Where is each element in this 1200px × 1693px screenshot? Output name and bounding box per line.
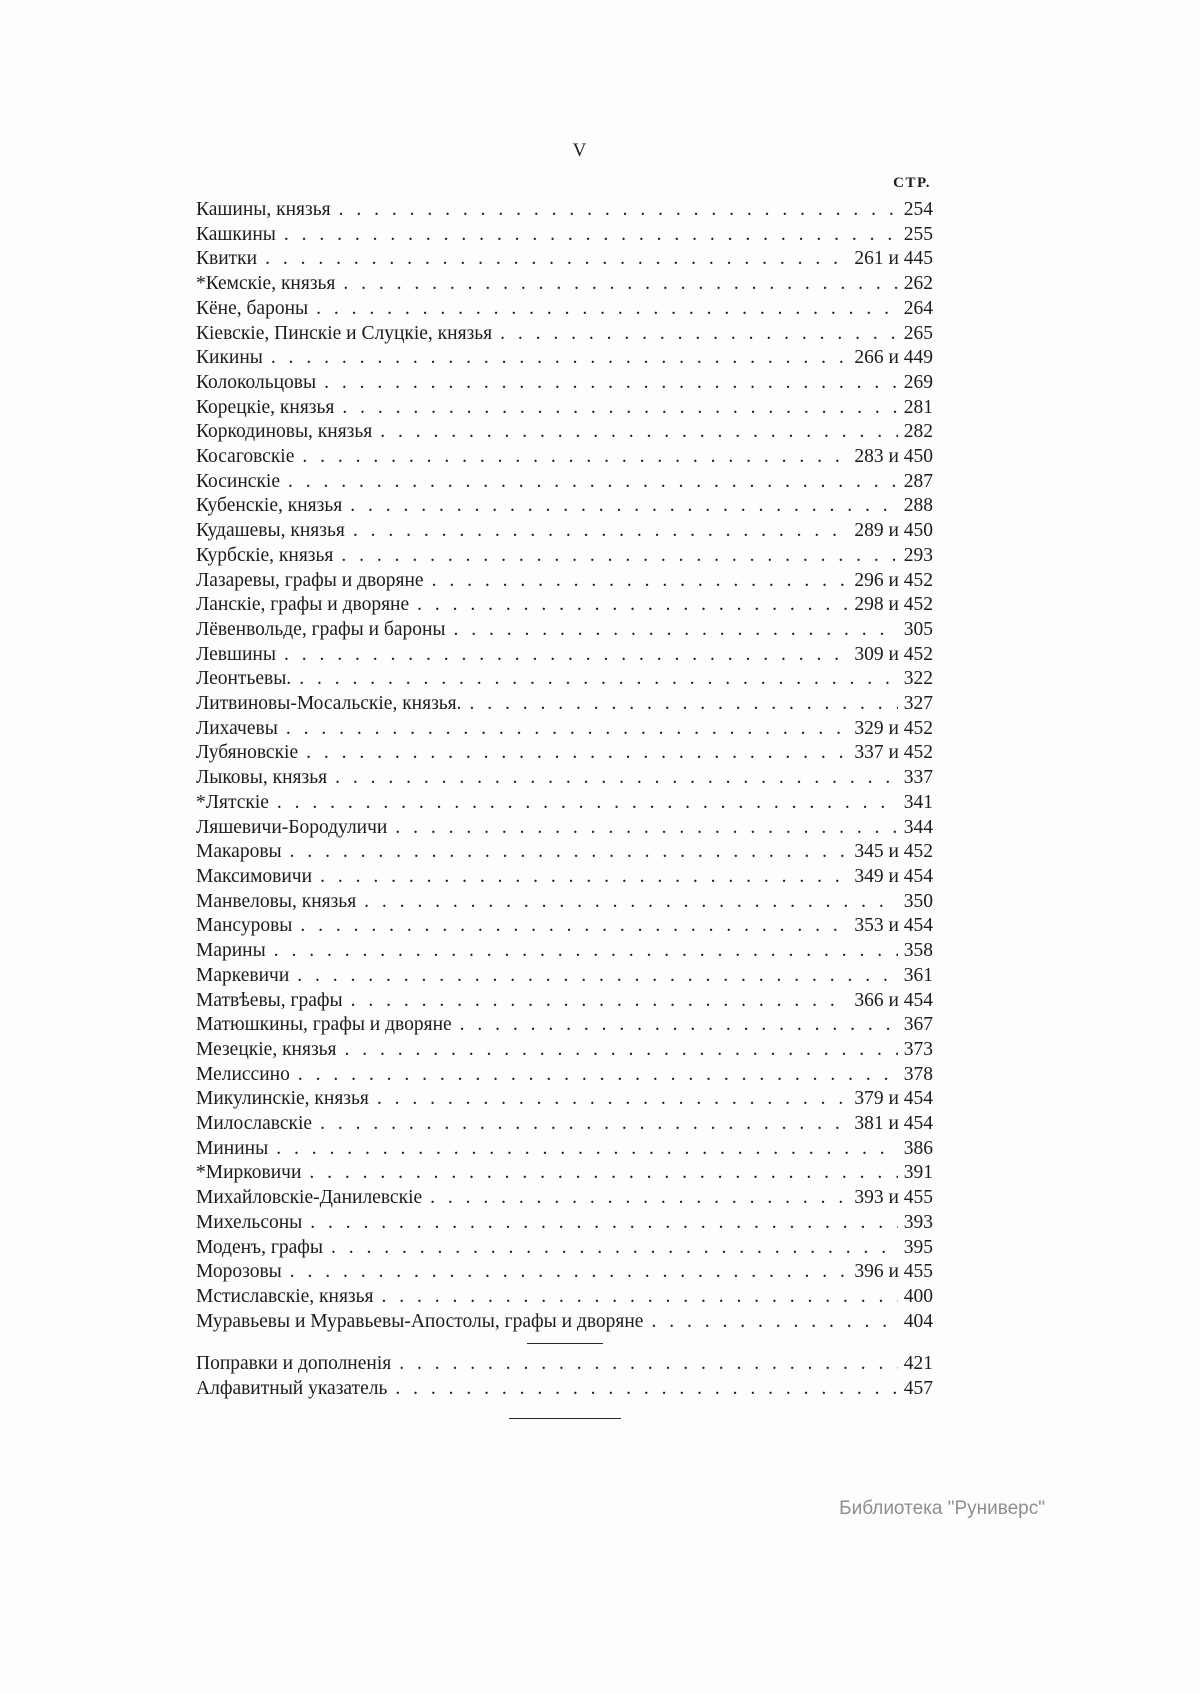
entry-name: Микулинскіе, князья bbox=[196, 1088, 369, 1110]
entry-page: 305 bbox=[903, 618, 933, 640]
entry-name: Муравьевы и Муравьевы-Апостолы, графы и дворяне bbox=[196, 1310, 644, 1332]
toc-entry bbox=[196, 890, 933, 915]
dot-leader bbox=[284, 643, 848, 668]
entry-name: Косаговскіе bbox=[196, 446, 295, 468]
entry-page: 265 bbox=[903, 322, 933, 344]
dot-leader bbox=[302, 445, 848, 470]
toc-entry bbox=[196, 1310, 933, 1335]
dot-leader bbox=[454, 618, 898, 643]
entry-name: *Лятскіе bbox=[196, 791, 269, 813]
dot-leader bbox=[299, 667, 898, 692]
dot-leader bbox=[500, 322, 898, 347]
toc-entry bbox=[196, 1063, 933, 1088]
dot-leader bbox=[288, 470, 898, 495]
entry-page: 327 bbox=[903, 693, 933, 715]
entry-page: 381 и 454 bbox=[854, 1113, 933, 1135]
entry-name: Маркевичи bbox=[196, 964, 290, 986]
entry-page: 404 bbox=[903, 1310, 933, 1332]
toc-entry bbox=[196, 1260, 933, 1285]
entry-page: 255 bbox=[903, 223, 933, 245]
entry-page: 345 и 452 bbox=[854, 841, 933, 863]
dot-leader bbox=[353, 519, 849, 544]
entry-name: Лёвенвольде, графы и бароны bbox=[196, 618, 446, 640]
toc-entry bbox=[196, 766, 933, 791]
dot-leader bbox=[276, 1137, 898, 1162]
dot-leader bbox=[284, 223, 898, 248]
dot-leader bbox=[470, 692, 898, 717]
dot-leader bbox=[341, 544, 897, 569]
entry-name: Ляшевичи-Бородуличи bbox=[196, 816, 388, 838]
entry-name: Милославскіе bbox=[196, 1113, 313, 1135]
dot-leader bbox=[364, 890, 898, 915]
toc-entry bbox=[196, 1161, 933, 1186]
entry-name: Мезецкіе, князья bbox=[196, 1038, 337, 1060]
toc-entry bbox=[196, 544, 933, 569]
dot-leader bbox=[265, 247, 848, 272]
toc-entry bbox=[196, 445, 933, 470]
entry-name: Кашины, князья bbox=[196, 199, 331, 220]
entry-page: 296 и 452 bbox=[854, 569, 933, 591]
toc-entry bbox=[196, 297, 933, 322]
entry-page: 309 и 452 bbox=[854, 643, 933, 665]
entry-page: 393 bbox=[903, 1211, 933, 1233]
entry-name: Лубяновскіе bbox=[196, 742, 299, 764]
entry-name: Максимовичи bbox=[196, 865, 313, 887]
entry-name: Морозовы bbox=[196, 1261, 282, 1283]
toc-entry bbox=[196, 1137, 933, 1162]
entry-name: Алфавитный указатель bbox=[196, 1378, 388, 1400]
entry-name: Матвѣевы, графы bbox=[196, 989, 343, 1011]
toc-entry bbox=[196, 1285, 933, 1310]
entry-name: Колокольцовы bbox=[196, 371, 317, 393]
dot-leader bbox=[309, 1161, 897, 1186]
entry-page: 298 и 452 bbox=[854, 594, 933, 616]
toc-entry bbox=[196, 272, 933, 297]
toc-entry bbox=[196, 840, 933, 865]
dot-leader bbox=[351, 989, 849, 1014]
toc-list bbox=[196, 198, 933, 1334]
entry-name: Лыковы, князья bbox=[196, 767, 328, 789]
table-of-contents bbox=[196, 175, 933, 1419]
dot-leader bbox=[460, 1013, 898, 1038]
entry-page: 379 и 454 bbox=[854, 1088, 933, 1110]
library-watermark: Библиотека "Руниверс" bbox=[839, 1498, 1045, 1519]
entry-page: 391 bbox=[903, 1162, 933, 1184]
toc-entry bbox=[196, 667, 933, 692]
dot-leader bbox=[277, 791, 898, 816]
entry-page: 261 и 445 bbox=[854, 248, 933, 270]
entry-page: 288 bbox=[903, 495, 933, 517]
section-divider bbox=[527, 1343, 603, 1344]
entry-name: Мансуровы bbox=[196, 915, 293, 937]
entry-page: 344 bbox=[903, 816, 933, 838]
toc-entry bbox=[196, 396, 933, 421]
toc-entry bbox=[196, 1112, 933, 1137]
entry-name: Матюшкины, графы и дворяне bbox=[196, 1014, 452, 1036]
entry-page: 373 bbox=[903, 1038, 933, 1060]
dot-leader bbox=[417, 593, 848, 618]
toc-entry bbox=[196, 816, 933, 841]
dot-leader bbox=[335, 766, 898, 791]
entry-page: 400 bbox=[903, 1285, 933, 1307]
entry-name: Леонтьевы. bbox=[196, 668, 292, 690]
dot-leader bbox=[345, 1038, 898, 1063]
entry-name: Квитки bbox=[196, 248, 258, 270]
entry-name: Косинскіе bbox=[196, 470, 280, 492]
entry-name: Литвиновы-Мосальскіе, князья. bbox=[196, 693, 462, 715]
toc-entry bbox=[196, 593, 933, 618]
dot-leader bbox=[297, 964, 897, 989]
toc-entry bbox=[196, 519, 933, 544]
toc-entry bbox=[196, 1377, 933, 1402]
entry-page: 393 и 455 bbox=[854, 1187, 933, 1209]
dot-leader bbox=[380, 420, 897, 445]
toc-entry bbox=[196, 1236, 933, 1261]
entry-page: 353 и 454 bbox=[854, 915, 933, 937]
entry-page: 367 bbox=[903, 1014, 933, 1036]
toc-entry bbox=[196, 420, 933, 445]
entry-page: 395 bbox=[903, 1236, 933, 1258]
dot-leader bbox=[306, 741, 848, 766]
entry-page: 289 и 450 bbox=[854, 520, 933, 542]
entry-page: 350 bbox=[903, 890, 933, 912]
entry-page: 293 bbox=[903, 544, 933, 566]
dot-leader bbox=[300, 914, 848, 939]
entry-page: 269 bbox=[903, 371, 933, 393]
entry-page: 421 bbox=[903, 1353, 933, 1375]
entry-page: 337 и 452 bbox=[854, 742, 933, 764]
entry-name: *Мирковичи bbox=[196, 1162, 302, 1184]
toc-entry bbox=[196, 1352, 933, 1377]
dot-leader bbox=[381, 1285, 897, 1310]
entry-page: 341 bbox=[903, 791, 933, 813]
entry-page: 366 и 454 bbox=[854, 989, 933, 1011]
entry-name: Моденъ, графы bbox=[196, 1236, 324, 1258]
dot-leader bbox=[316, 297, 898, 322]
toc-entry bbox=[196, 865, 933, 890]
entry-name: Манвеловы, князья bbox=[196, 890, 357, 912]
toc-entry bbox=[196, 1186, 933, 1211]
dot-leader bbox=[331, 1236, 898, 1261]
end-divider bbox=[509, 1418, 621, 1419]
entry-page: 254 bbox=[903, 199, 933, 220]
dot-leader bbox=[320, 865, 848, 890]
toc-entry bbox=[196, 371, 933, 396]
entry-name: Михельсоны bbox=[196, 1211, 303, 1233]
entry-page: 281 bbox=[903, 396, 933, 418]
entry-name: Кашкины bbox=[196, 223, 276, 245]
entry-page: 266 и 449 bbox=[854, 347, 933, 369]
entry-name: Кіевскіе, Пинскіе и Слуцкіе, князья bbox=[196, 322, 493, 344]
entry-name: Михайловскіе-Данилевскіе bbox=[196, 1187, 423, 1209]
toc-entry bbox=[196, 964, 933, 989]
toc-entry bbox=[196, 346, 933, 371]
entry-name: Курбскіе, князья bbox=[196, 544, 334, 566]
entry-page: 457 bbox=[903, 1378, 933, 1400]
entry-page: 322 bbox=[903, 668, 933, 690]
toc-entry bbox=[196, 1013, 933, 1038]
entry-name: Кубенскіе, князья bbox=[196, 495, 343, 517]
entry-name: Кикины bbox=[196, 347, 263, 369]
entry-name: Корецкіе, князья bbox=[196, 396, 335, 418]
page-column-header: СТР. bbox=[893, 175, 931, 191]
entry-name: Марины bbox=[196, 940, 266, 962]
page-number-roman: V bbox=[572, 140, 588, 161]
appendix-list bbox=[196, 1352, 933, 1401]
entry-name: *Кемскіе, князья bbox=[196, 273, 336, 295]
dot-leader bbox=[651, 1310, 897, 1335]
entry-page: 287 bbox=[903, 470, 933, 492]
toc-entry bbox=[196, 322, 933, 347]
entry-page: 349 и 454 bbox=[854, 865, 933, 887]
entry-name: Левшины bbox=[196, 643, 276, 665]
entry-page: 262 bbox=[903, 273, 933, 295]
entry-page: 329 и 452 bbox=[854, 717, 933, 739]
dot-leader bbox=[290, 840, 849, 865]
dot-leader bbox=[274, 939, 898, 964]
dot-leader bbox=[290, 1260, 849, 1285]
entry-name: Лихачевы bbox=[196, 717, 278, 739]
entry-page: 282 bbox=[903, 421, 933, 443]
toc-entry bbox=[196, 717, 933, 742]
entry-page: 264 bbox=[903, 297, 933, 319]
dot-leader bbox=[399, 1352, 898, 1377]
dot-leader bbox=[320, 1112, 848, 1137]
toc-entry bbox=[196, 989, 933, 1014]
entry-name: Минины bbox=[196, 1137, 269, 1159]
entry-page: 396 и 455 bbox=[854, 1261, 933, 1283]
entry-name: Кудашевы, князья bbox=[196, 520, 345, 542]
toc-entry bbox=[196, 494, 933, 519]
dot-leader bbox=[432, 569, 849, 594]
toc-entry bbox=[196, 470, 933, 495]
entry-name: Коркодиновы, князья bbox=[196, 421, 373, 443]
entry-page: 386 bbox=[903, 1137, 933, 1159]
entry-name: Кёне, бароны bbox=[196, 297, 309, 319]
entry-name: Мстиславскіе, князья bbox=[196, 1285, 374, 1307]
entry-name: Поправки и дополненія bbox=[196, 1353, 392, 1375]
toc-entry bbox=[196, 569, 933, 594]
toc-entry bbox=[196, 198, 933, 223]
toc-entry bbox=[196, 791, 933, 816]
entry-page: 337 bbox=[903, 767, 933, 789]
entry-page: 283 и 450 bbox=[854, 446, 933, 468]
toc-entry bbox=[196, 1038, 933, 1063]
entry-page: 378 bbox=[903, 1063, 933, 1085]
toc-entry bbox=[196, 223, 933, 248]
dot-leader bbox=[271, 346, 848, 371]
toc-entry bbox=[196, 618, 933, 643]
dot-leader bbox=[350, 494, 898, 519]
entry-page: 361 bbox=[903, 964, 933, 986]
entry-name: Ланскіе, графы и дворяне bbox=[196, 594, 410, 616]
dot-leader bbox=[310, 1211, 897, 1236]
dot-leader bbox=[395, 816, 897, 841]
dot-leader bbox=[298, 1063, 898, 1088]
dot-leader bbox=[343, 272, 897, 297]
dot-leader bbox=[430, 1186, 848, 1211]
toc-entry bbox=[196, 1211, 933, 1236]
toc-entry bbox=[196, 692, 933, 717]
dot-leader bbox=[324, 371, 898, 396]
toc-entry bbox=[196, 741, 933, 766]
entry-name: Мелиссино bbox=[196, 1063, 290, 1085]
toc-entry bbox=[196, 939, 933, 964]
dot-leader bbox=[286, 717, 849, 742]
dot-leader bbox=[377, 1087, 848, 1112]
dot-leader bbox=[395, 1377, 897, 1402]
entry-name: Лазаревы, графы и дворяне bbox=[196, 569, 424, 591]
toc-entry bbox=[196, 1087, 933, 1112]
toc-entry bbox=[196, 914, 933, 939]
dot-leader bbox=[339, 198, 898, 223]
entry-name: Макаровы bbox=[196, 841, 282, 863]
toc-entry bbox=[196, 643, 933, 668]
dot-leader bbox=[342, 396, 897, 421]
toc-entry bbox=[196, 247, 933, 272]
entry-page: 358 bbox=[903, 940, 933, 962]
